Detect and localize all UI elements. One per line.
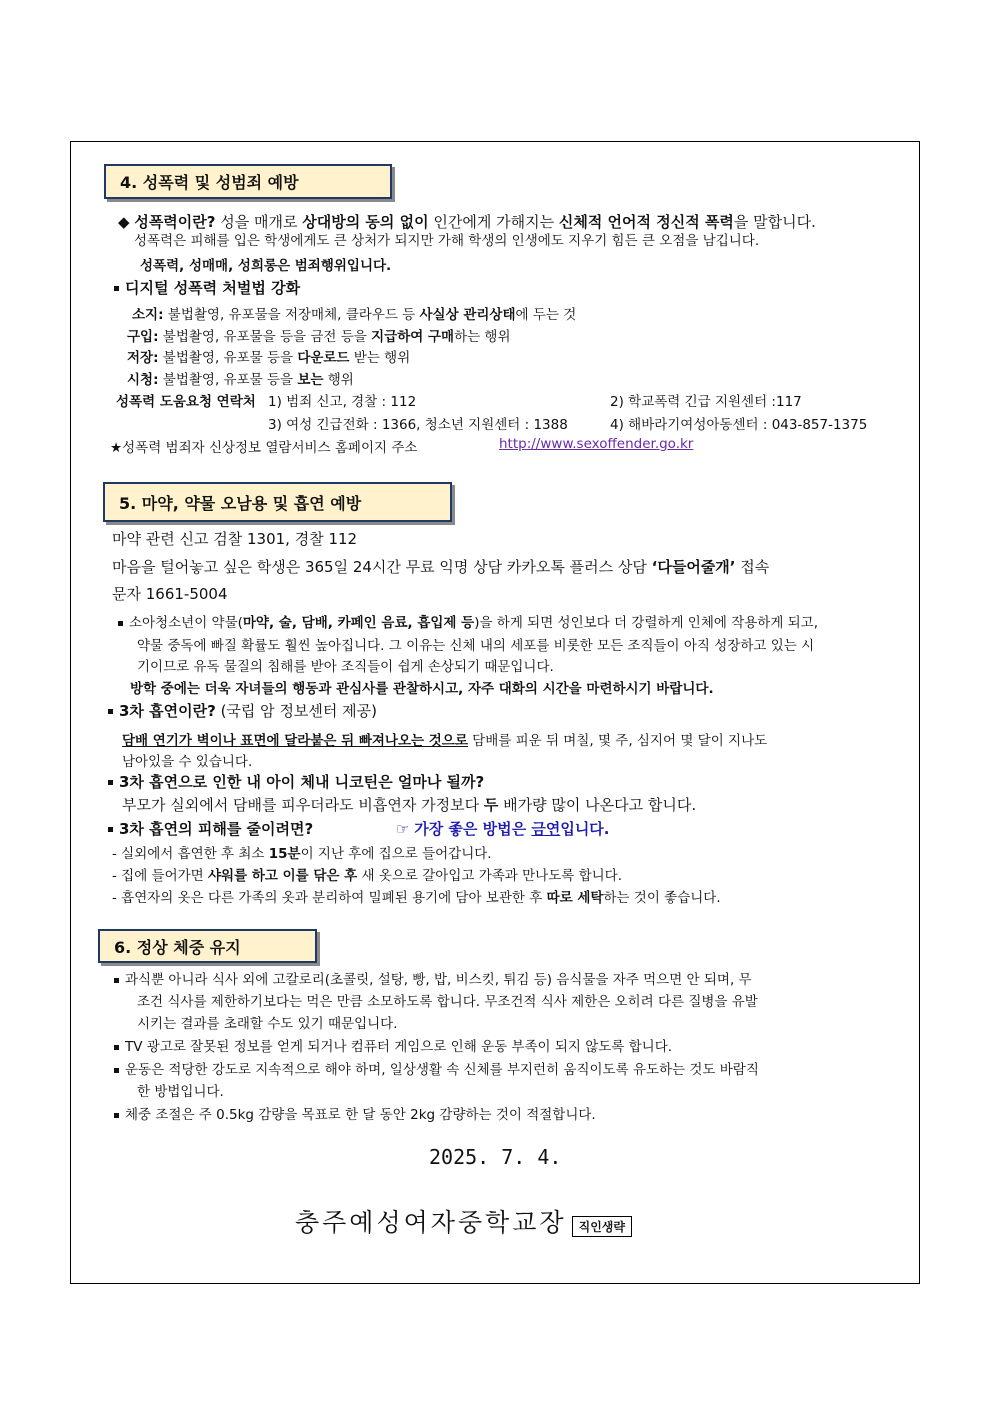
s5-reduce-title: 3차 흡연의 피해를 줄이려면? [108,818,313,839]
section4-title: 4. 성폭력 및 성범죄 예방 [120,173,299,192]
section6-header [98,929,317,963]
diamond-icon: ◆ [118,213,130,231]
s6-item-1-line3: 시키는 결과를 초래할 수도 있기 때문입니다. [137,1016,398,1032]
signer-name: 충주예성여자중학교장 [295,1208,567,1237]
s4-contact-2: 2) 학교폭력 긴급 지원센터 :117 [610,394,802,410]
document-date: 2025. 7. 4. [429,1145,562,1169]
bullet-icon [114,1068,119,1073]
bullet-icon [108,827,113,832]
s4-possess: 소지: 불법촬영, 유포물을 저장매체, 클라우드 등 사실상 관리상태에 두는 것 [132,307,577,323]
s4-contact-4: 4) 해바라기여성아동센터 : 043-857-1375 [610,417,868,433]
s5-counsel-sms: 문자 1661-5004 [112,585,228,603]
s5-nicotine-desc: 부모가 실외에서 담배를 피우더라도 비흡연자 가정보다 두 배가량 많이 나온다고 합니다. [122,796,697,814]
section6-title: 6. 정상 체중 유지 [114,937,241,957]
bullet-icon [108,709,113,714]
bullet-icon [114,286,119,291]
pointing-hand-icon: ☞ [396,820,410,838]
s5-reduce-best: ☞ 가장 좋은 방법은 금연입니다. [396,820,610,838]
s5-counsel: 마음을 털어놓고 싶은 학생은 365일 24시간 무료 익명 상담 카카오톡 플러스 상담 ‘다들어줄개’ 접속 [112,558,770,576]
s4-save: 저장: 불법촬영, 유포물 등을 다운로드 받는 행위 [127,350,411,366]
s4-contact-3: 3) 여성 긴급전화 : 1366, 청소년 지원센터 : 1388 [268,417,568,433]
signature-block [295,1203,632,1239]
section5-header [103,482,452,522]
bullet-icon [114,978,119,983]
s4-crime-line: 성폭력, 성매매, 성희롱은 범죄행위입니다. [140,258,392,274]
s4-digital-title: 디지털 성폭력 처벌법 강화 [114,277,300,298]
s4-definition-line2: 성폭력은 피해를 입은 학생에게도 큰 상처가 되지만 가해 학생의 인생에도 지우기 힘든 큰 오점을 남깁니다. [134,233,760,249]
s4-watch: 시청: 불법촬영, 유포물 등을 보는 행위 [127,372,354,388]
s5-tip-1: - 실외에서 흡연한 후 최소 15분이 지난 후에 집으로 들어갑니다. [112,846,492,862]
s4-buy: 구입: 불법촬영, 유포물을 등을 금전 등을 지급하여 구매하는 행위 [127,329,511,345]
s6-item-4: 체중 조절은 주 0.5kg 감량을 목표로 한 달 동안 2kg 감량하는 것이 적절합니다. [114,1103,596,1123]
s6-item-3-line1: 운동은 적당한 강도로 지속적으로 해야 하며, 일상생활 속 신체를 부지런히 움직이도록 유도하는 것도 바람직 [114,1058,759,1078]
bullet-icon [118,621,123,626]
s5-third-title: 3차 흡연이란? (국립 암 정보센터 제공) [108,700,377,721]
sexoffender-site-link[interactable]: http://www.sexoffender.go.kr [499,436,694,452]
seal-omitted-stamp: 직인생략 [572,1216,632,1237]
s4-definition: ◆ 성폭력이란? 성을 매개로 상대방의 동의 없이 인간에게 가해지는 신체적 언어적 정신적 폭력을 말합니다. [118,213,816,231]
s5-third-desc: 담배 연기가 벽이나 표면에 달라붙은 뒤 빠져나오는 것으로 담배를 피운 뒤 며칠, 몇 주, 심지어 몇 달이 지나도 [122,733,768,749]
s5-drug-line1: 소아청소년이 약물(마약, 술, 담배, 카페인 음료, 흡입제 등)을 하게 되면 성인보다 더 강렬하게 인체에 작용하게 되고, [118,611,818,631]
s5-drug-line3: 기이므로 유독 물질의 침해를 받아 조직들이 쉽게 손상되기 때문입니다. [137,659,554,675]
s5-tip-3: - 흡연자의 옷은 다른 가족의 옷과 분리하여 밀폐된 용기에 담아 보관한 후 따로 세탁하는 것이 좋습니다. [112,890,721,906]
s5-third-desc2: 남아있을 수 있습니다. [122,754,253,770]
star-icon: ★ [110,440,123,456]
s6-item-2: TV 광고로 잘못된 정보를 얻게 되거나 컴퓨터 게임으로 인해 운동 부족이 되지 않도록 합니다. [114,1035,672,1055]
section5-title: 5. 마약, 약물 오남용 및 흡연 예방 [119,493,362,513]
bullet-icon [114,1045,119,1050]
s4-contact-1: 1) 범죄 신고, 경찰 : 112 [268,394,417,410]
s6-item-1-line1: 과식뿐 아니라 식사 외에 고칼로리(초콜릿, 설탕, 빵, 밥, 비스킷, 튀김 등) 음식물을 자주 먹으면 안 되며, 무 [114,968,752,988]
s5-report: 마약 관련 신고 검찰 1301, 경찰 112 [112,530,358,548]
s6-item-1-line2: 조건 식사를 제한하기보다는 먹은 만큼 소모하도록 합니다. 무조건적 식사 제한은 오히려 다른 질병을 유발 [137,994,758,1010]
s4-site-line: ★성폭력 범죄자 신상정보 열람서비스 홈페이지 주소 [110,440,418,456]
s5-drug-line2: 약물 중독에 빠질 확률도 훨씬 높아집니다. 그 이유는 신체 내의 세포를 비롯한 모든 조직들이 아직 성장하고 있는 시 [137,638,815,654]
section4-header [104,164,392,199]
bullet-icon [108,780,113,785]
bullet-icon [114,1113,119,1118]
s4-contact-label: 성폭력 도움요청 연락처 [116,394,256,410]
s5-tip-2: - 집에 들어가면 샤워를 하고 이를 닦은 후 새 옷으로 갈아입고 가족과 만나도록 합니다. [112,868,622,884]
s5-advice: 방학 중에는 더욱 자녀들의 행동과 관심사를 관찰하시고, 자주 대화의 시간을 마련하시기 바랍니다. [130,681,714,697]
s5-nicotine-title: 3차 흡연으로 인한 내 아이 체내 니코틴은 얼마나 될까? [108,771,484,792]
s6-item-3-line2: 한 방법입니다. [137,1084,224,1100]
